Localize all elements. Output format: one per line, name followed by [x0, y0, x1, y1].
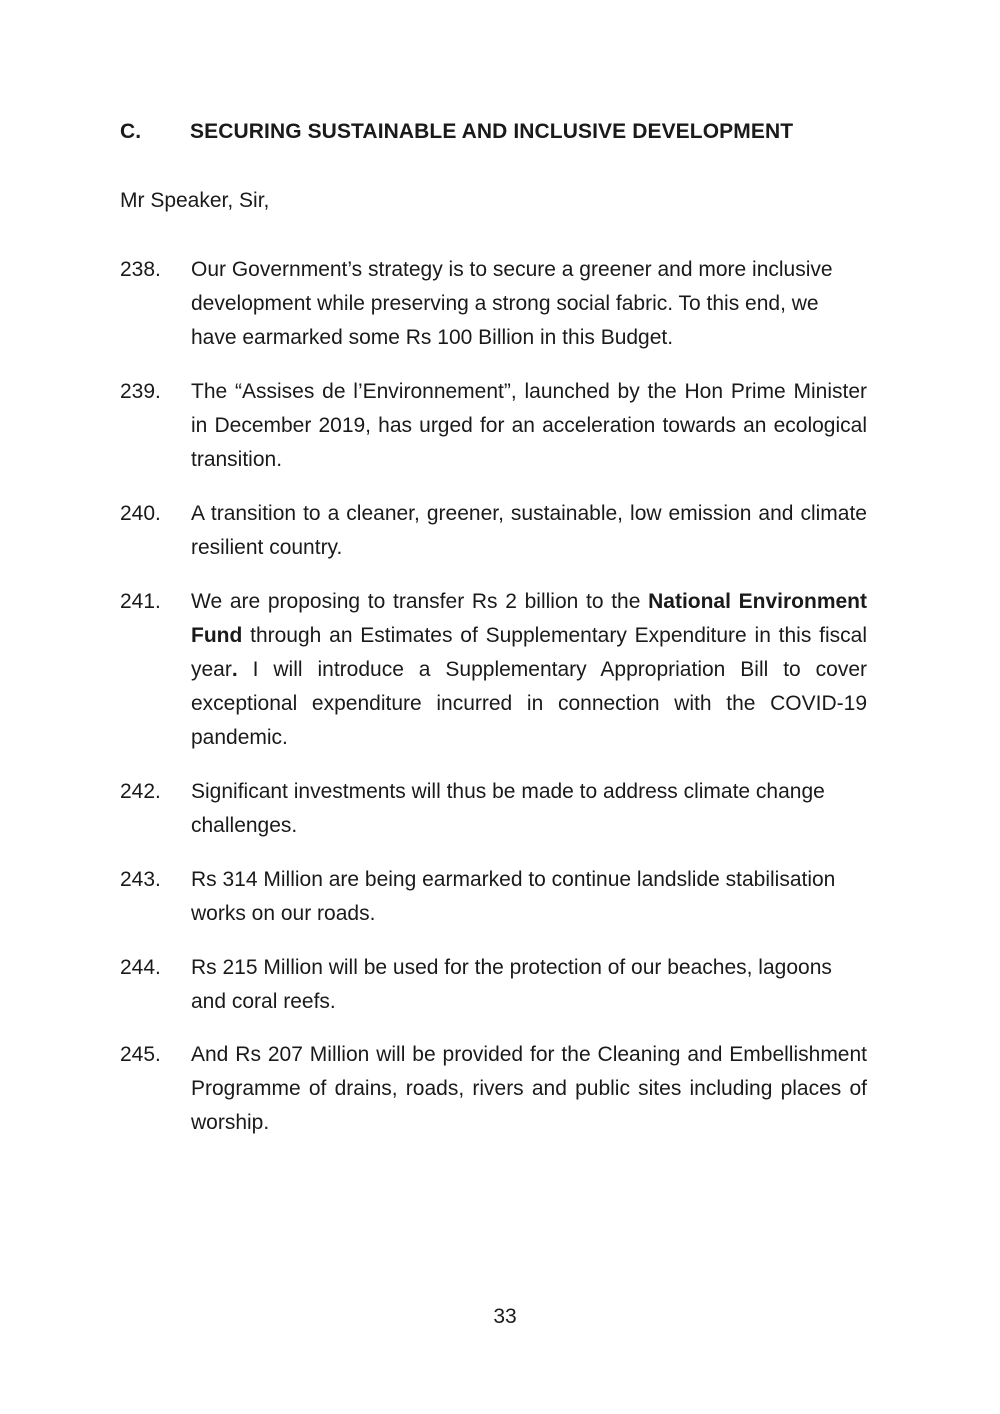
paragraph-241	[120, 585, 867, 755]
paragraph-244	[120, 951, 867, 1019]
page-number: 33	[493, 1305, 517, 1328]
salutation: Mr Speaker, Sir,	[120, 189, 270, 212]
paragraph-number: 238.	[120, 258, 161, 281]
paragraph-number: 243.	[120, 868, 161, 891]
paragraph-number: 242.	[120, 780, 161, 803]
paragraph-243	[120, 863, 867, 931]
text-segment: We are proposing to transfer Rs 2 billion to the	[191, 590, 649, 613]
paragraph-245	[120, 1038, 867, 1140]
paragraph-number: 244.	[120, 956, 161, 979]
text-segment: I will introduce a Supplementary Appropriation Bill to cover exceptional expenditure incurred in connection with the COVID-19 pandemic.	[191, 658, 867, 749]
text-segment: through an Estimates of Supplementary Expenditure in this fiscal year	[191, 624, 867, 681]
paragraph-text: The “Assises de l’Environnement”, launched by the Hon Prime Minister in December 2019, has urged for an acceleration towards an ecological transition.	[191, 380, 867, 471]
paragraph-text: Rs 215 Million will be used for the protection of our beaches, lagoons and coral reefs.	[191, 956, 832, 1013]
paragraph-242	[120, 775, 867, 843]
paragraph-text: A transition to a cleaner, greener, sustainable, low emission and climate resilient country.	[191, 502, 867, 559]
paragraph-text: And Rs 207 Million will be provided for the Cleaning and Embellishment Programme of drains, roads, rivers and public sites including places of worship.	[191, 1043, 867, 1134]
paragraph-text: Rs 314 Million are being earmarked to continue landslide stabilisation works on our roads.	[191, 868, 836, 925]
section-heading	[120, 120, 793, 144]
paragraph-number: 240.	[120, 502, 161, 525]
national-environment-fund-label: National Environment Fund	[191, 590, 867, 647]
paragraph-text	[191, 585, 867, 755]
paragraph-240	[120, 497, 867, 565]
section-title: SECURING SUSTAINABLE AND INCLUSIVE DEVELOPMENT	[190, 120, 794, 143]
section-letter: C.	[120, 120, 142, 143]
paragraph-number: 241.	[120, 590, 161, 613]
paragraph-text: Significant investments will thus be made to address climate change challenges.	[191, 780, 825, 837]
paragraph-number: 239.	[120, 380, 161, 403]
paragraph-239	[120, 375, 867, 477]
paragraph-number: 245.	[120, 1043, 161, 1066]
paragraph-238	[120, 253, 867, 355]
paragraph-text: Our Government’s strategy is to secure a greener and more inclusive development while preserving a strong social fabric. To this end, we have earmarked some Rs 100 Billion in this Budget.	[191, 258, 833, 349]
bold-period: .	[231, 658, 238, 681]
